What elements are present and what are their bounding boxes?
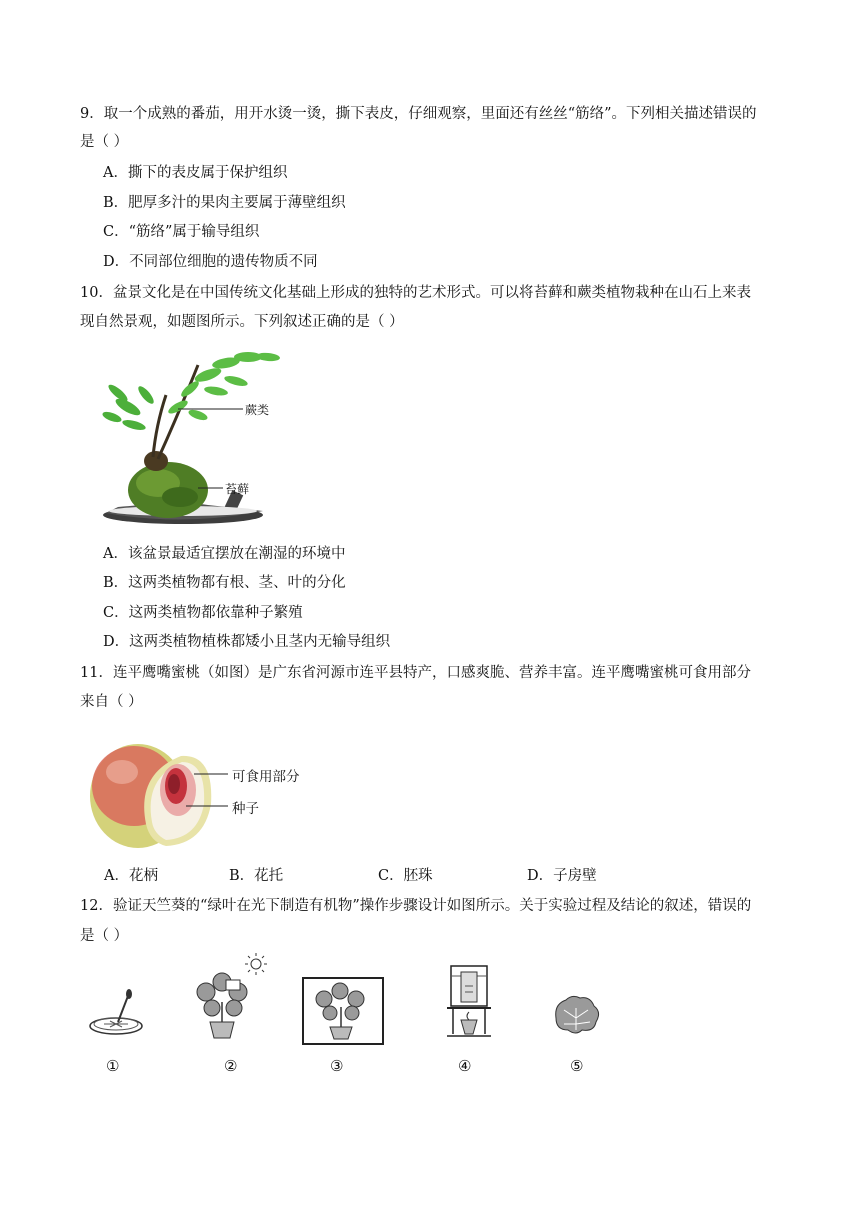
q11-option-c: C．胚珠	[378, 868, 433, 884]
q10-stem-line1: 10．盆景文化是在中国传统文化基础上形成的独特的艺术形式。可以将苔藓和蕨类植物栽种在山石上来表	[80, 285, 751, 301]
q9-stem-line2: 是（ ）	[80, 134, 129, 150]
label-fern: 蕨类	[245, 403, 270, 417]
q10-option-c: C．这两类植物都依靠种子繁殖	[103, 605, 303, 621]
peach-figure	[86, 734, 316, 854]
q12-stem-line2: 是（ ）	[80, 928, 129, 944]
q10-option-a: A．该盆景最适宜摆放在潮湿的环境中	[103, 546, 346, 562]
step4-figure	[443, 962, 495, 1050]
step-label-2: ②	[224, 1057, 238, 1075]
q9-option-b: B．肥厚多汁的果肉主要属于薄壁组织	[103, 195, 346, 211]
q9-option-c: C．“筋络”属于输导组织	[103, 224, 260, 240]
bonsai-figure	[98, 345, 298, 527]
q9-option-a: A．撕下的表皮属于保护组织	[103, 165, 288, 181]
q9-stem-line1: 9．取一个成熟的番茄，用开水烫一烫，撕下表皮，仔细观察，里面还有丝丝“筋络”。下列相关描述错误的	[80, 106, 757, 122]
q10-stem-line2: 现自然景观，如题图所示。下列叙述正确的是（ ）	[80, 314, 404, 330]
q9-option-d: D．不同部位细胞的遗传物质不同	[103, 254, 318, 270]
q11-option-d: D．子房壁	[527, 868, 597, 884]
q11-option-a: A．花柄	[104, 868, 158, 884]
label-edible-part: 可食用部分	[232, 769, 300, 785]
q12-stem-line1: 12．验证天竺葵的“绿叶在光下制造有机物”操作步骤设计如图所示。关于实验过程及结论的叙述，错误的	[80, 898, 752, 914]
q11-stem-line1: 11．连平鹰嘴蜜桃（如图）是广东省河源市连平县特产，口感爽脆、营养丰富。连平鹰嘴蜜桃可食用部分	[80, 665, 751, 681]
step-label-5: ⑤	[570, 1057, 584, 1075]
step3-figure	[302, 977, 384, 1045]
q11-stem-line2: 来自（ ）	[80, 694, 143, 710]
step-label-1: ①	[106, 1057, 120, 1075]
label-moss: 苔藓	[225, 482, 250, 496]
step2-figure	[190, 952, 270, 1042]
step1-figure	[88, 988, 144, 1038]
q10-option-d: D．这两类植物植株都矮小且茎内无输导组织	[103, 634, 391, 650]
step-label-3: ③	[330, 1057, 344, 1075]
label-seed: 种子	[232, 801, 259, 817]
q11-option-b: B．花托	[229, 868, 284, 884]
q10-option-b: B．这两类植物都有根、茎、叶的分化	[103, 575, 346, 591]
step-label-4: ④	[458, 1057, 472, 1075]
step5-figure	[550, 994, 602, 1036]
